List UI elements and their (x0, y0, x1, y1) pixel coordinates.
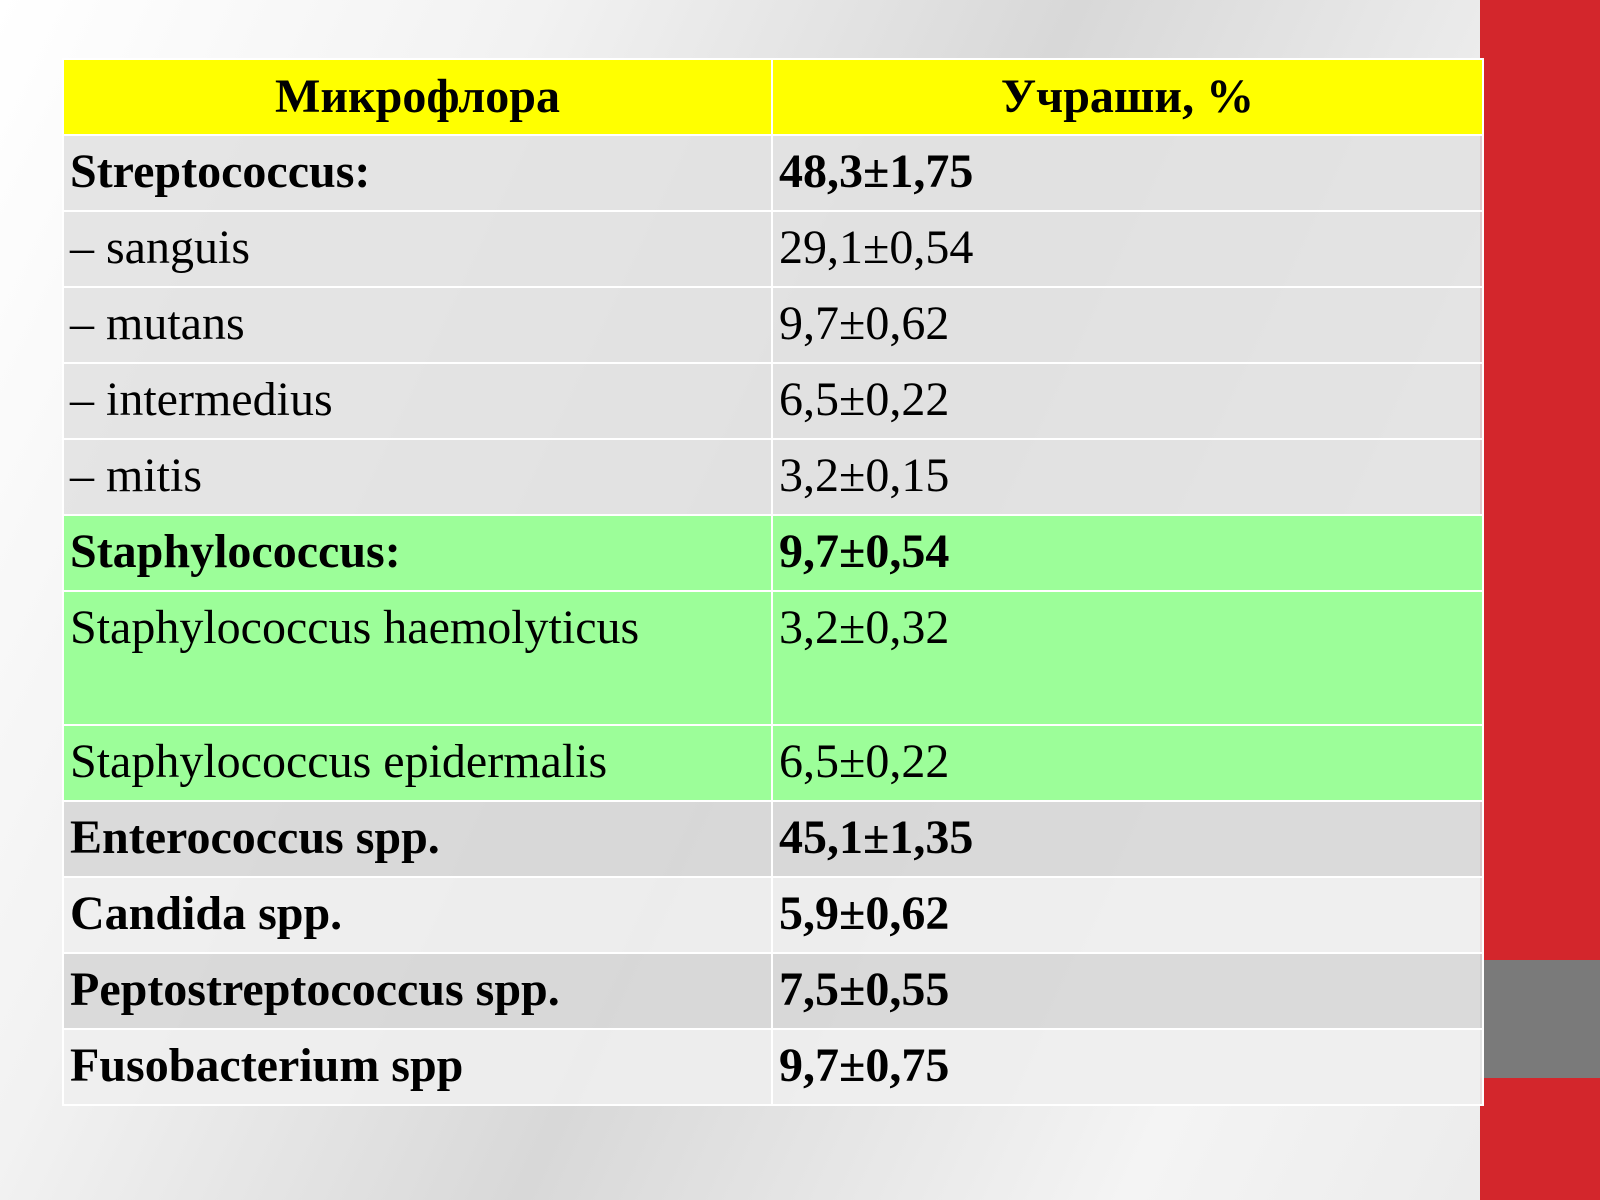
row-name: – intermedius (63, 363, 772, 439)
row-value: 5,9±0,62 (772, 877, 1483, 953)
row-name: – mutans (63, 287, 772, 363)
row-value: 3,2±0,32 (772, 591, 1483, 725)
row-name: Staphylococcus haemolyticus (63, 591, 772, 725)
table-row (63, 135, 1483, 211)
row-value: 48,3±1,75 (772, 135, 1483, 211)
row-name: Enterococcus spp. (63, 801, 772, 877)
row-name: – sanguis (63, 211, 772, 287)
table-row (63, 363, 1483, 439)
microflora-table-container (62, 58, 1482, 1106)
decorative-grey-block (1480, 960, 1600, 1078)
row-value: 9,7±0,54 (772, 515, 1483, 591)
table-row (63, 211, 1483, 287)
table-row (63, 591, 1483, 725)
row-value: 6,5±0,22 (772, 363, 1483, 439)
table-row (63, 725, 1483, 801)
row-value: 9,7±0,62 (772, 287, 1483, 363)
table-row (63, 439, 1483, 515)
row-value: 3,2±0,15 (772, 439, 1483, 515)
microflora-table (62, 58, 1484, 1106)
table-row (63, 953, 1483, 1029)
row-name: – mitis (63, 439, 772, 515)
table-row (63, 801, 1483, 877)
row-value: 29,1±0,54 (772, 211, 1483, 287)
row-name: Peptostreptococcus spp. (63, 953, 772, 1029)
row-name: Candida spp. (63, 877, 772, 953)
row-name: Staphylococcus epidermalis (63, 725, 772, 801)
table-row (63, 877, 1483, 953)
table-header-row (63, 59, 1483, 135)
row-value: 9,7±0,75 (772, 1029, 1483, 1105)
row-name: Fusobacterium spp (63, 1029, 772, 1105)
header-frequency: Учраши, % (772, 59, 1483, 135)
table-row (63, 287, 1483, 363)
row-value: 6,5±0,22 (772, 725, 1483, 801)
header-microflora: Микрофлора (63, 59, 772, 135)
row-value: 45,1±1,35 (772, 801, 1483, 877)
row-name: Staphylococcus: (63, 515, 772, 591)
table-row (63, 1029, 1483, 1105)
row-name: Streptococcus: (63, 135, 772, 211)
table-row (63, 515, 1483, 591)
row-value: 7,5±0,55 (772, 953, 1483, 1029)
